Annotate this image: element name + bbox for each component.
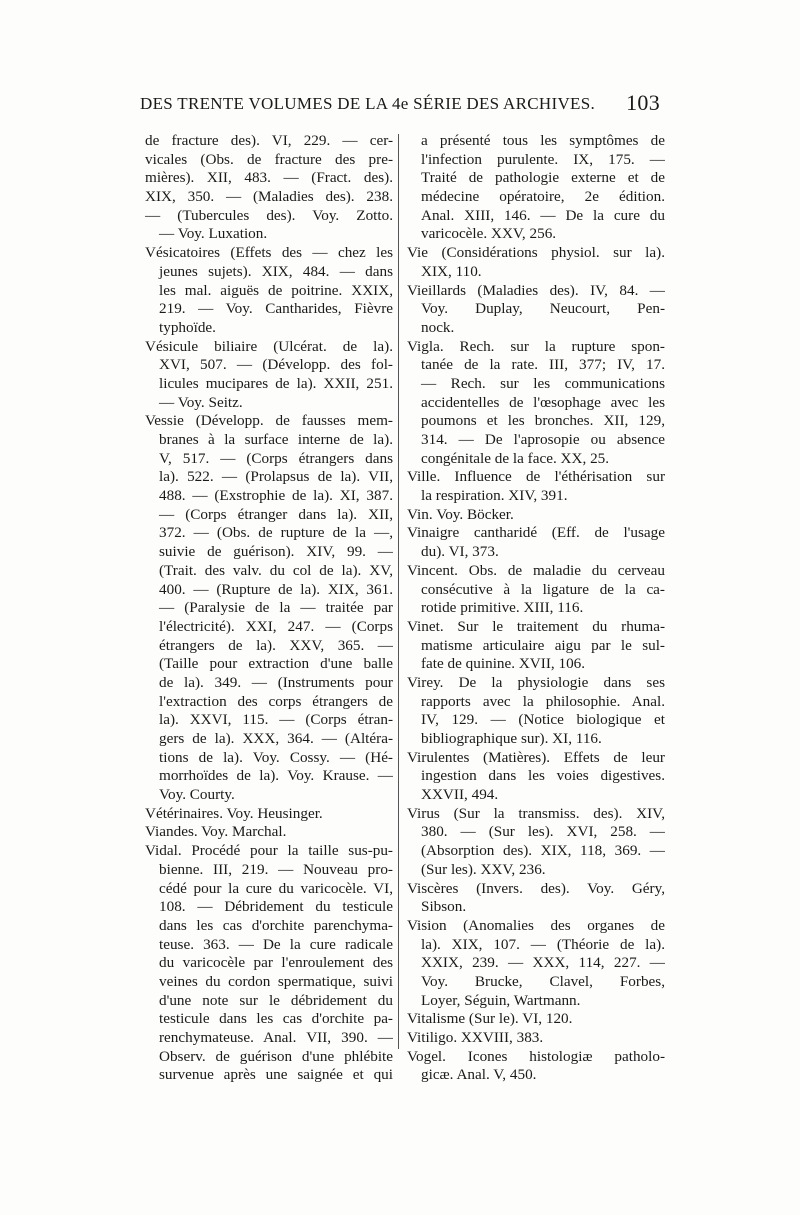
text-line: fate de quinine. XVII, 106.: [421, 655, 586, 673]
text-line: (Absorption des). XIX, 118, 369. —: [421, 842, 665, 860]
text-line: la). XXVI, 115. — (Corps étran-: [159, 711, 393, 729]
text-line: bienne. III, 219. — Nouveau pro-: [159, 860, 393, 878]
text-line: IV, 129. — (Notice biologique et: [421, 711, 665, 729]
entry-line: Viscères (Invers. des). Voy. Géry,: [407, 879, 665, 897]
text-line: — Voy. Luxation.: [159, 225, 268, 243]
text-line: de fracture des). VI, 229. — cer-: [145, 132, 393, 149]
text-line: licules mucipares de la). XXII, 251.: [159, 374, 393, 392]
entry-line: Virey. De la physiologie dans ses: [407, 673, 665, 691]
entry-line: Vésicule biliaire (Ulcérat. de la).: [145, 337, 393, 355]
text-line: — Rech. sur les communications: [421, 374, 665, 392]
text-line: Sibson.: [421, 898, 467, 916]
entry-line: Vitalisme (Sur le). VI, 120.: [407, 1010, 573, 1028]
text-line: les mal. aiguës de poitrine. XXIX,: [159, 281, 393, 299]
text-line: Traité de pathologie externe et de: [421, 169, 665, 187]
page-number: 103: [626, 90, 660, 115]
text-line: l'infection purulente. IX, 175. —: [421, 150, 665, 168]
entry-line: Vitiligo. XXVIII, 383.: [407, 1029, 544, 1046]
text-line: Voy. Brucke, Clavel, Forbes,: [421, 972, 665, 990]
text-line: varicocèle. XXV, 256.: [421, 225, 557, 243]
text-line: la). XIX, 107. — (Théorie de la).: [421, 935, 665, 953]
running-head-title: DES TRENTE VOLUMES DE LA 4e SÉRIE DES ARCHIVES.: [140, 94, 596, 113]
entry-line: Vogel. Icones histologiæ patholo-: [407, 1047, 665, 1065]
text-line: — (Paralysie de la — traitée par: [159, 599, 393, 617]
text-line: — Voy. Seitz.: [159, 393, 243, 411]
text-line: jeunes sujets). XIX, 484. — dans: [159, 262, 393, 280]
text-line: congénitale de la face. XX, 25.: [421, 449, 610, 467]
text-line: 372. — (Obs. de rupture de la —,: [159, 524, 393, 542]
text-line: tions de la). Voy. Cossy. — (Hé-: [159, 748, 393, 766]
text-line: typhoïde.: [159, 318, 216, 336]
entry-line: Vincent. Obs. de maladie du cerveau: [407, 561, 665, 579]
text-line: gers de la). XXX, 364. — (Altéra-: [159, 730, 393, 747]
text-line: matisme articulaire aigu par le sul-: [421, 636, 665, 654]
text-line: gicæ. Anal. V, 450.: [421, 1066, 537, 1084]
text-line: 400. — (Rupture de la). XIX, 361.: [159, 580, 393, 598]
text-line: du varicocèle par l'enroulement des: [159, 954, 393, 972]
text-line: teuse. 363. — De la cure radicale: [159, 935, 393, 953]
entry-line: Vieillards (Maladies des). IV, 84. —: [407, 281, 665, 299]
text-line: l'extraction des corps étrangers de: [159, 692, 393, 710]
entry-line: Vigla. Rech. sur la rupture spon-: [407, 337, 665, 355]
entry-line: Vidal. Procédé pour la taille sus-pu-: [145, 842, 393, 860]
text-line: étrangers de la). XXV, 365. —: [159, 636, 393, 654]
text-line: la respiration. XIV, 391.: [421, 487, 568, 505]
text-line: XXVII, 494.: [421, 786, 499, 804]
text-line: Anal. XIII, 146. — De la cure du: [421, 206, 665, 224]
text-line: Voy. Courty.: [159, 786, 235, 804]
text-line: 108. — Débridement du testicule: [159, 898, 393, 916]
text-line: vicales (Obs. de fracture des pre-: [145, 150, 393, 168]
text-line: (Taille pour extraction d'une balle: [159, 655, 393, 673]
text-line: renchymateuse. Anal. VII, 390. —: [159, 1029, 393, 1046]
text-line: 488. — (Exstrophie de la). XI, 387.: [159, 487, 393, 505]
text-line: V, 517. — (Corps étrangers dans: [159, 449, 393, 467]
text-line: tanée de la rate. III, 377; IV, 17.: [421, 356, 665, 374]
text-line: consécutive à la ligature de la ca-: [421, 580, 665, 598]
text-line: XIX, 110.: [421, 262, 482, 280]
text-line: mières). XII, 483. — (Fract. des).: [145, 169, 393, 187]
entry-line: Viandes. Voy. Marchal.: [145, 823, 287, 841]
text-line: veines du cordon spermatique, suivi: [159, 972, 393, 990]
text-line: du). VI, 373.: [421, 543, 499, 561]
text-line: accidentelles de l'œsophage avec les: [421, 393, 665, 411]
text-line: (Trait. des valv. du col de la). XV,: [159, 561, 393, 579]
text-line: Voy. Duplay, Neucourt, Pen-: [421, 300, 665, 318]
entry-line: Vétérinaires. Voy. Heusinger.: [145, 804, 323, 822]
text-line: survenue après une saignée et qui: [159, 1066, 393, 1084]
text-line: Loyer, Séguin, Wartmann.: [421, 991, 581, 1009]
text-line: 314. — De l'aprosopie ou absence: [421, 431, 665, 448]
column-divider: [398, 134, 399, 1049]
text-line: nock.: [421, 318, 455, 336]
text-line: d'une note sur le débridement du: [159, 991, 393, 1009]
text-line: rapports avec la philosophie. Anal.: [421, 692, 665, 710]
entry-line: Virus (Sur la transmiss. des). XIV,: [407, 804, 665, 822]
right-column: [407, 132, 665, 1085]
text-line: — (Corps étranger dans la). XII,: [159, 505, 393, 523]
entry-line: Vésicatoires (Effets des — chez les: [145, 244, 393, 262]
text-line: dans les cas d'orchite parenchyma-: [159, 916, 393, 934]
entry-line: Ville. Influence de l'éthérisation sur: [407, 468, 665, 486]
entry-line: Vessie (Développ. de fausses mem-: [145, 412, 393, 430]
text-line: testicule dans les cas d'orchite pa-: [159, 1010, 393, 1028]
entry-line: Vision (Anomalies des organes de: [407, 916, 665, 934]
text-line: cédé pour la cure du varicocèle. VI,: [159, 879, 393, 897]
text-line: morrhoïdes de la). Voy. Krause. —: [159, 767, 393, 785]
text-line: suivie de guérison). XIV, 99. —: [159, 543, 393, 561]
text-line: la). 522. — (Prolapsus de la). VII,: [159, 468, 393, 486]
text-line: médecine opératoire, 2e édition.: [421, 188, 665, 206]
text-line: XIX, 350. — (Maladies des). 238.: [145, 188, 393, 206]
entry-line: Vinaigre cantharidé (Eff. de l'usage: [407, 524, 665, 542]
text-line: de la). 349. — (Instruments pour: [159, 673, 393, 691]
entry-line: Vinet. Sur le traitement du rhuma-: [407, 617, 665, 635]
text-line: (Sur les). XXV, 236.: [421, 860, 546, 878]
text-line: l'électricité). XXI, 247. — (Corps: [159, 617, 393, 635]
text-line: 219. — Voy. Cantharides, Fièvre: [159, 300, 393, 318]
left-column: [145, 132, 393, 1085]
text-line: rotide primitive. XIII, 116.: [421, 599, 584, 617]
text-line: Observ. de guérison d'une phlébite: [159, 1047, 393, 1065]
entry-line: Virulentes (Matières). Effets de leur: [407, 748, 665, 766]
text-line: bibliographique sur). XI, 116.: [421, 730, 602, 747]
text-line: XXIX, 239. — XXX, 114, 227. —: [421, 954, 665, 972]
text-line: ingestion dans les voies digestives.: [421, 767, 665, 785]
text-line: a présenté tous les symptômes de: [421, 132, 665, 149]
text-line: — (Tubercules des). Voy. Zotto.: [145, 206, 393, 224]
entry-line: Vin. Voy. Böcker.: [407, 505, 514, 523]
text-line: 380. — (Sur les). XVI, 258. —: [421, 823, 665, 841]
text-line: XVI, 507. — (Développ. des fol-: [159, 356, 393, 374]
text-line: poumons et les bronches. XII, 129,: [421, 412, 665, 430]
entry-line: Vie (Considérations physiol. sur la).: [407, 244, 665, 262]
text-line: branes à la surface interne de la).: [159, 431, 393, 448]
